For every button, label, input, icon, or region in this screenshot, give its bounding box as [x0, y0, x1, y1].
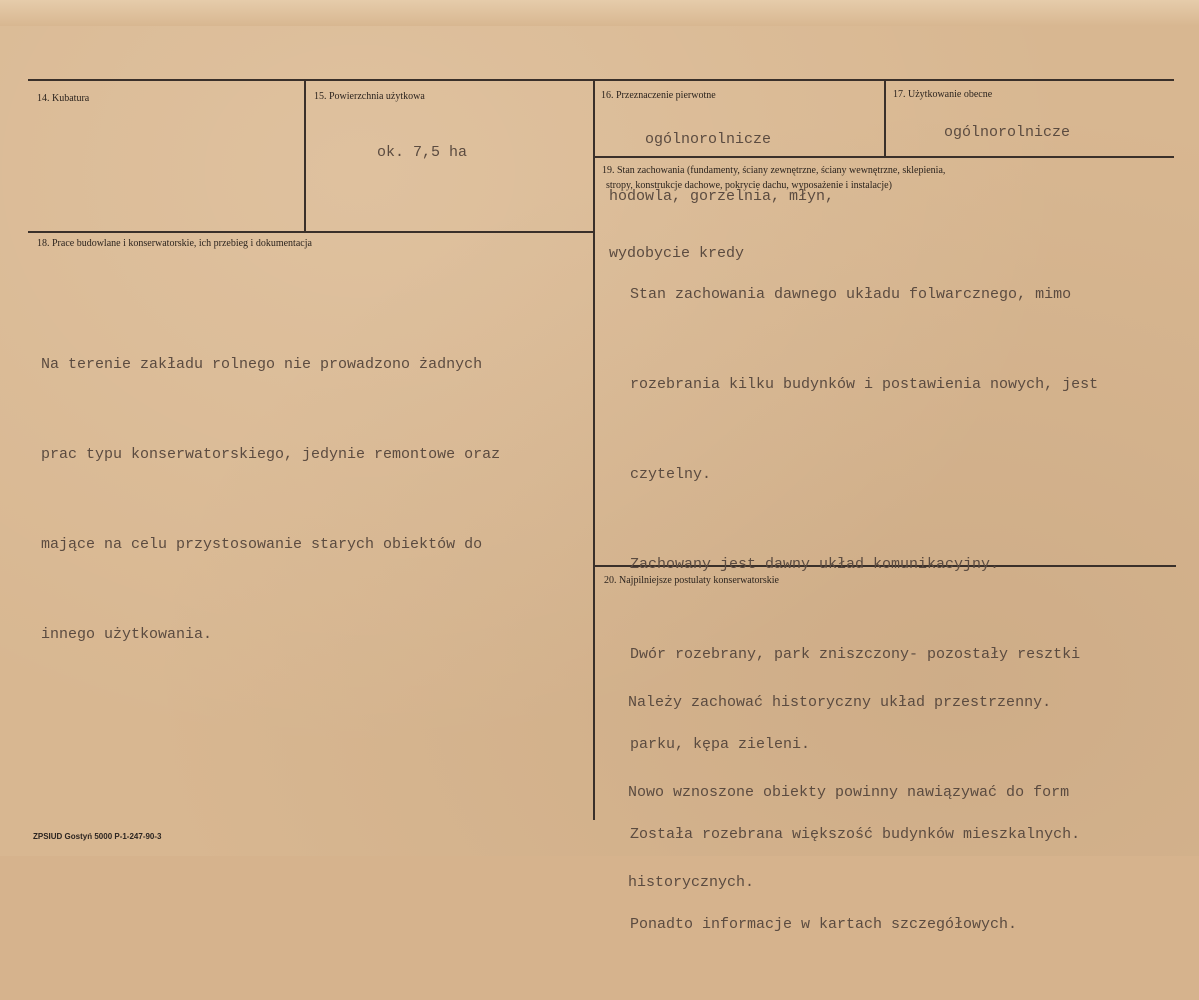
- rule-v-14-15: [304, 80, 306, 232]
- field-16-line: wydobycie kredy: [609, 245, 745, 262]
- field-18-text: [41, 290, 500, 710]
- field-19-line: parku, kępa zieleni.: [630, 736, 811, 753]
- rule-top: [28, 79, 1174, 81]
- field-18-line: prac typu konserwatorskiego, jedynie remontowe oraz: [41, 446, 501, 463]
- rule-v-16-17: [884, 80, 886, 156]
- field-15-value: ok. 7,5 ha: [377, 144, 468, 161]
- field-19-line: rozebrania kilku budynków i postawienia nowych, jest: [630, 376, 1099, 393]
- rule-under-14-15: [28, 231, 594, 233]
- field-16-label: 16. Przeznaczenie pierwotne: [601, 90, 716, 101]
- field-16-line: hodowla, gorzelnia, młyn,: [609, 188, 835, 205]
- field-20-line: historycznych.: [628, 874, 755, 891]
- field-18-line: Na terenie zakładu rolnego nie prowadzono żadnych: [41, 356, 483, 373]
- field-19-line: Ponadto informacje w kartach szczegółowych.: [630, 916, 1018, 933]
- field-20-label: 20. Najpilniejsze postulaty konserwatorskie: [604, 575, 779, 586]
- print-imprint: ZPSIUD Gostyń 5000 P-1-247-90-3: [33, 832, 162, 841]
- field-19-label-line1: 19. Stan zachowania (fundamenty, ściany zewnętrzne, ściany wewnętrzne, sklepienia,: [602, 165, 946, 176]
- field-17-value: ogólnorolnicze: [944, 124, 1071, 141]
- field-16-line: ogólnorolnicze: [645, 131, 772, 148]
- field-14-label: 14. Kubatura: [37, 93, 90, 104]
- field-15-label: 15. Powierzchnia użytkowa: [314, 91, 425, 102]
- rule-v-center: [593, 80, 595, 820]
- field-18-line: mające na celu przystosowanie starych obiektów do: [41, 536, 483, 553]
- field-17-label: 17. Użytkowanie obecne: [893, 89, 993, 100]
- field-20-text: [628, 628, 1069, 958]
- field-19-line: Dwór rozebrany, park zniszczony- pozostały resztki: [630, 646, 1081, 663]
- field-20-line: Należy zachować historyczny układ przestrzenny.: [628, 694, 1052, 711]
- field-19-line: czytelny.: [630, 466, 712, 483]
- field-18-line: innego użytkowania.: [41, 626, 213, 643]
- field-19-line: Stan zachowania dawnego układu folwarcznego, mimo: [630, 286, 1072, 303]
- field-18-label: 18. Prace budowlane i konserwatorskie, ich przebieg i dokumentacja: [37, 238, 312, 249]
- card-top-edge: [0, 0, 1199, 26]
- field-20-line: Nowo wznoszone obiekty powinny nawiązywać do form: [628, 784, 1070, 801]
- field-19-label-line2: stropy, konstrukcje dachowe, pokrycie dachu, wyposażenie i instalacje): [606, 180, 892, 191]
- field-19-line: Została rozebrana większość budynków mieszkalnych.: [630, 826, 1081, 843]
- field-19-line: Zachowany jest dawny układ komunikacyjny.: [630, 556, 1000, 573]
